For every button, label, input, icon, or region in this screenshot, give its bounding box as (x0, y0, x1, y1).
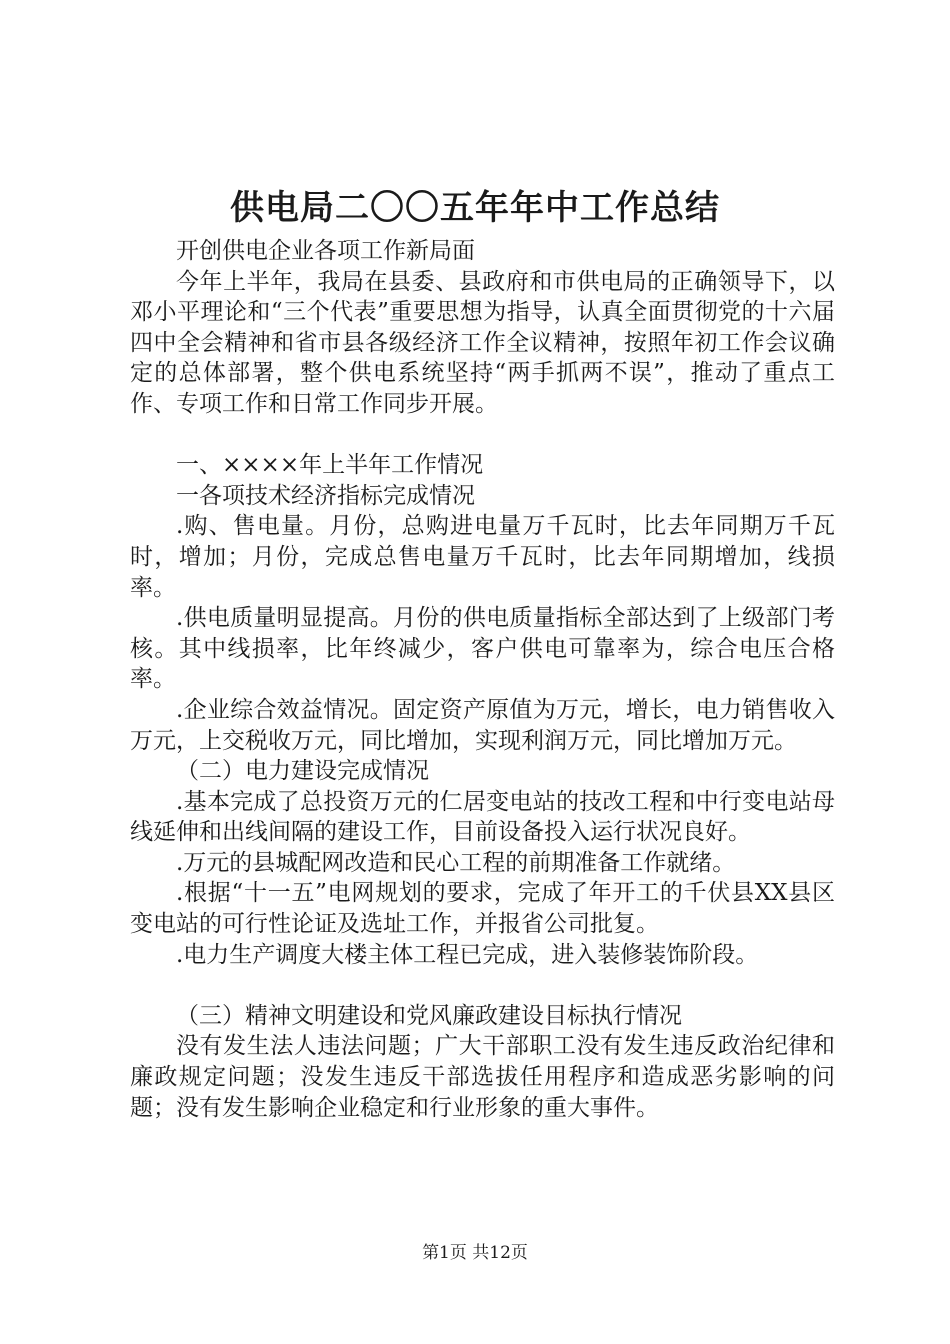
body-paragraph: .根据“十一五”电网规划的要求，完成了年开工的千伏县XX县区变电站的可行性论证及选址工作，并报省公司批复。 (130, 880, 835, 938)
body-paragraph: .万元的县城配网改造和民心工程的前期准备工作就绪。 (176, 849, 736, 876)
body-paragraph: .购、售电量。月份，总购进电量万千瓦时，比去年同期万千瓦时，增加；月份，完成总售电量万千瓦时，比去年同期增加，线损率。 (130, 513, 835, 601)
document-title: 供电局二〇〇五年年中工作总结 (230, 188, 720, 228)
body-paragraph: .企业综合效益情况。固定资产原值为万元，增长，电力销售收入万元，上交税收万元，同比增加，实现利润万元，同比增加万元。 (130, 696, 835, 754)
body-paragraph: .供电质量明显提高。月份的供电质量指标全部达到了上级部门考核。其中线损率，比年终减少，客户供电可靠率为，综合电压合格率。 (130, 605, 835, 693)
subsection-heading-3: （三）精神文明建设和党风廉政建设目标执行情况 (176, 1002, 682, 1029)
document-body (130, 236, 835, 1123)
page-number: 第1页 共12页 (422, 1243, 528, 1263)
body-paragraph: .电力生产调度大楼主体工程已完成，进入装修装饰阶段。 (176, 941, 759, 968)
blank-line (130, 970, 835, 1001)
subtitle-paragraph: 开创供电企业各项工作新局面 (176, 238, 475, 264)
subsection-heading-1: 一各项技术经济指标完成情况 (176, 482, 475, 509)
body-paragraph: .基本完成了总投资万元的仁居变电站的技改工程和中行变电站母线延伸和出线间隔的建设工作，目前设备投入运行状况良好。 (130, 788, 835, 846)
subsection-heading-2: （二）电力建设完成情况 (176, 758, 429, 785)
blank-line (130, 420, 835, 451)
body-paragraph: 没有发生法人违法问题；广大干部职工没有发生违反政治纪律和廉政规定问题；没发生违反干部选拔任用程序和造成恶劣影响的问题；没有发生影响企业稳定和行业形象的重大事件。 (130, 1033, 835, 1121)
section-heading-1: 一、××××年上半年工作情况 (176, 452, 484, 479)
intro-paragraph: 今年上半年，我局在县委、县政府和市供电局的正确领导下，以邓小平理论和“三个代表”重要思想为指导，认真全面贯彻党的十六届四中全会精神和省市县各级经济工作全议精神，按照年初工作会议确定的总体部署，整个供电系统坚持“两手抓两不误”，推动了重点工作、专项工作和日常工作同步开展。 (130, 268, 835, 417)
